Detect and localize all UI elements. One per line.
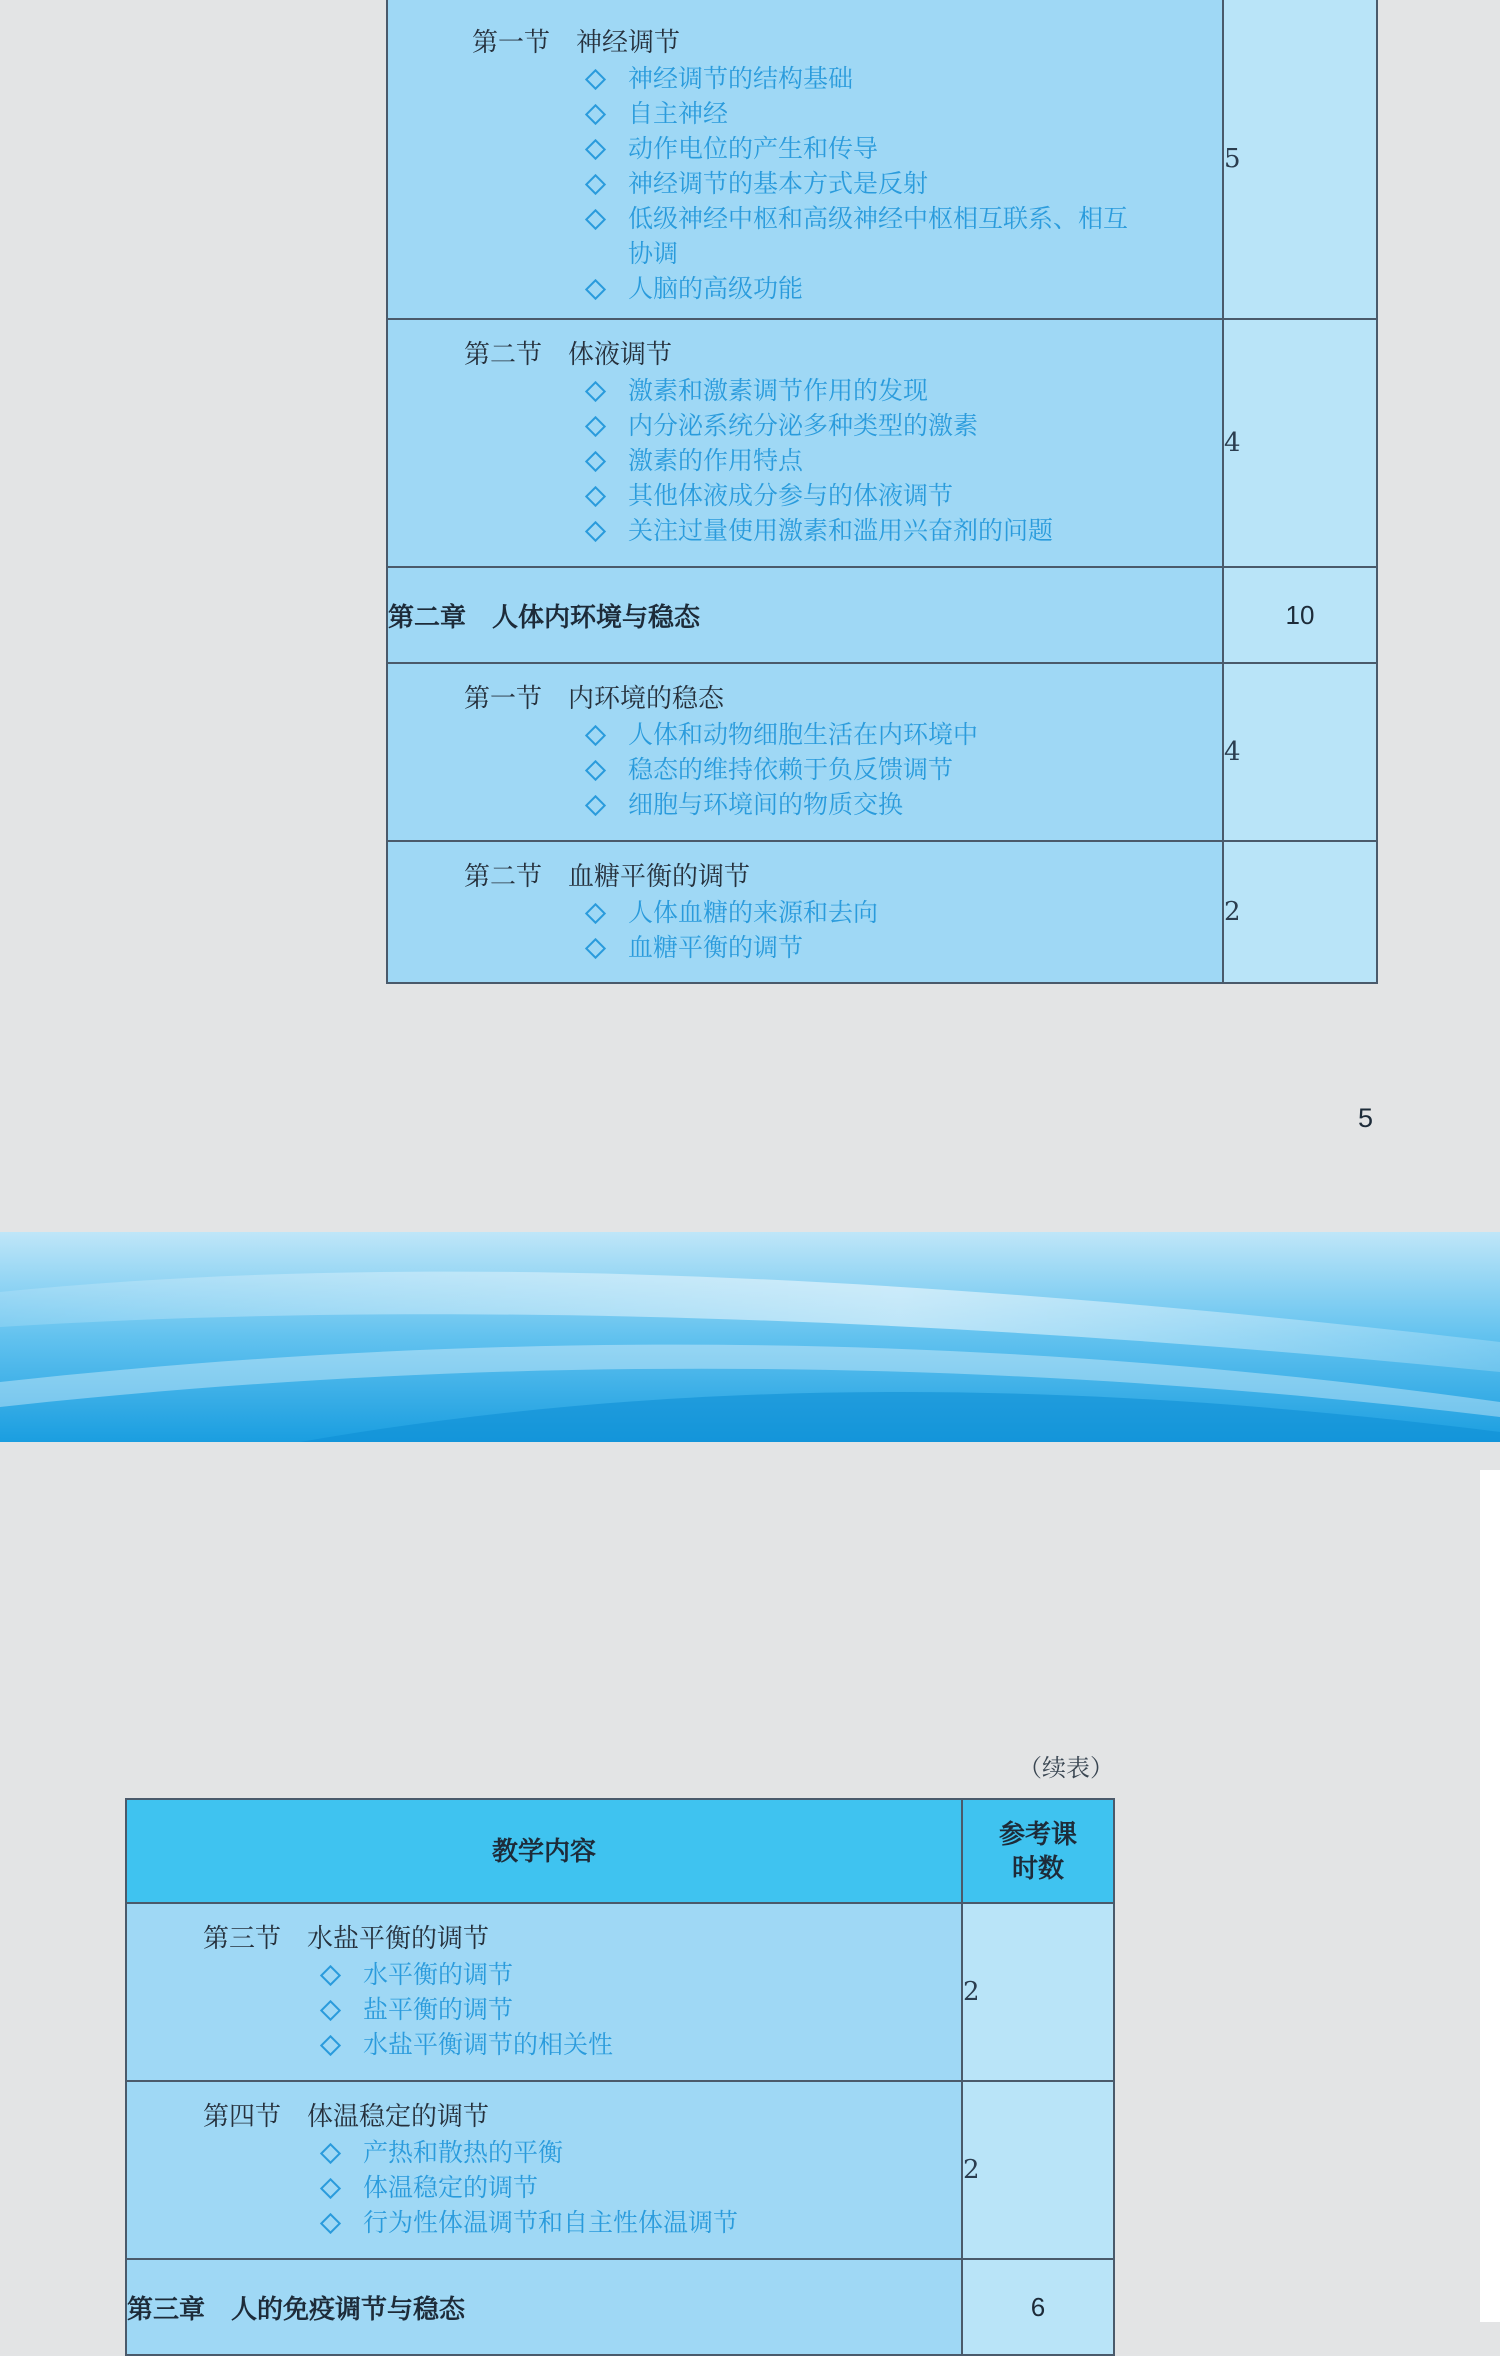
section-cell [387,319,1223,567]
diamond-bullet-icon [585,279,606,300]
header-row [126,1799,1114,1903]
table-row [126,2081,1114,2259]
topic-list [319,2135,961,2240]
topic-list [319,1957,961,2062]
section-heading [464,338,1222,373]
list-item: 人脑的高级功能 [584,271,1222,306]
hours-cell: 2 [1223,841,1377,983]
diamond-bullet-icon [585,69,606,90]
diamond-bullet-icon [320,2143,341,2164]
diamond-bullet-icon [320,1965,341,1986]
diamond-bullet-icon [320,2035,341,2056]
table-row [126,1903,1114,2081]
list-item: 关注过量使用激素和滥用兴奋剂的问题 [584,513,1222,548]
list-item: 稳态的维持依赖于负反馈调节 [584,752,1222,787]
list-item: 行为性体温调节和自主性体温调节 [319,2205,961,2240]
section-heading [464,860,1222,895]
diamond-bullet-icon [585,760,606,781]
hours-header-line1: 参考课 [998,1819,1077,1849]
hours-cell: 4 [1223,663,1377,841]
list-item: 低级神经中枢和高级神经中枢相互联系、相互协调 [584,201,1148,271]
section-cell [126,1903,962,2081]
diamond-bullet-icon [585,139,606,160]
list-item: 人体血糖的来源和去向 [584,895,1222,930]
hours-cell: 2 [962,1903,1114,2081]
wave-graphic [0,1232,1500,1442]
section-cell [126,2081,962,2259]
table-row [387,841,1377,983]
list-item: 水平衡的调节 [319,1957,961,1992]
diamond-bullet-icon [585,174,606,195]
section-title: 血糖平衡的调节 [568,861,751,892]
section-heading [464,682,1222,717]
chapter-row [387,567,1377,663]
diamond-bullet-icon [585,937,606,958]
topic-list [584,895,1222,965]
bottom-schedule-table [125,1798,1115,2356]
list-item: 内分泌系统分泌多种类型的激素 [584,408,1222,443]
section-title: 内环境的稳态 [568,684,725,714]
page-edge [1480,1470,1500,2322]
decorative-wave-banner [0,1232,1500,1442]
table-row [387,0,1377,319]
diamond-bullet-icon [585,104,606,125]
section-cell [387,663,1223,841]
section-title: 体温稳定的调节 [307,2102,490,2132]
table-row [387,663,1377,841]
section-cell [387,0,1223,319]
chapter-row [126,2259,1114,2355]
diamond-bullet-icon [585,416,606,437]
list-item: 盐平衡的调节 [319,1992,961,2027]
section-heading [203,2100,961,2135]
list-item: 激素的作用特点 [584,443,1222,478]
list-item: 产热和散热的平衡 [319,2135,961,2170]
section-heading [472,26,1222,61]
list-item: 神经调节的结构基础 [584,61,1222,96]
chapter-title: 第三章 人的免疫调节与稳态 [126,2259,962,2355]
section-number: 第一节 [472,28,551,58]
section-title: 体液调节 [568,340,673,370]
chapter-hours: 6 [962,2259,1114,2355]
section-number: 第四节 [203,2102,282,2132]
chapter-title: 第二章 人体内环境与稳态 [387,567,1223,663]
topic-list [584,373,1222,548]
section-number: 第一节 [464,684,543,714]
topic-list [584,61,1222,306]
diamond-bullet-icon [585,725,606,746]
diamond-bullet-icon [585,486,606,507]
list-item: 血糖平衡的调节 [584,930,1222,965]
section-number: 第三节 [203,1924,282,1954]
column-header-hours [962,1799,1114,1903]
hours-cell: 5 [1223,0,1377,319]
hours-cell: 2 [962,2081,1114,2259]
diamond-bullet-icon [585,902,606,923]
hours-cell: 4 [1223,319,1377,567]
chapter-hours: 10 [1223,567,1377,663]
list-item: 自主神经 [584,96,1222,131]
list-item: 人体和动物细胞生活在内环境中 [584,717,1222,752]
diamond-bullet-icon [585,209,606,230]
section-title: 神经调节 [576,28,681,58]
continued-label: （续表） [1018,1754,1114,1782]
list-item: 动作电位的产生和传导 [584,131,1222,166]
topic-list [584,717,1222,822]
diamond-bullet-icon [585,381,606,402]
list-item: 神经调节的基本方式是反射 [584,166,1222,201]
table-row [387,319,1377,567]
section-cell [387,841,1223,983]
list-item: 其他体液成分参与的体液调节 [584,478,1222,513]
list-item: 激素和激素调节作用的发现 [584,373,1222,408]
list-item: 水盐平衡调节的相关性 [319,2027,961,2062]
top-schedule-table [386,0,1378,984]
column-header-content: 教学内容 [126,1799,962,1903]
list-item: 体温稳定的调节 [319,2170,961,2205]
page-number: 5 [1358,1103,1374,1133]
diamond-bullet-icon [585,451,606,472]
diamond-bullet-icon [585,795,606,816]
diamond-bullet-icon [320,2000,341,2021]
section-title: 水盐平衡的调节 [307,1924,490,1954]
section-heading [203,1922,961,1957]
diamond-bullet-icon [320,2213,341,2234]
hours-header-line2: 时数 [1011,1853,1064,1883]
section-number: 第二节 [464,340,543,370]
diamond-bullet-icon [320,2178,341,2199]
section-number: 第二节 [464,861,543,892]
list-item: 细胞与环境间的物质交换 [584,787,1222,822]
diamond-bullet-icon [585,521,606,542]
